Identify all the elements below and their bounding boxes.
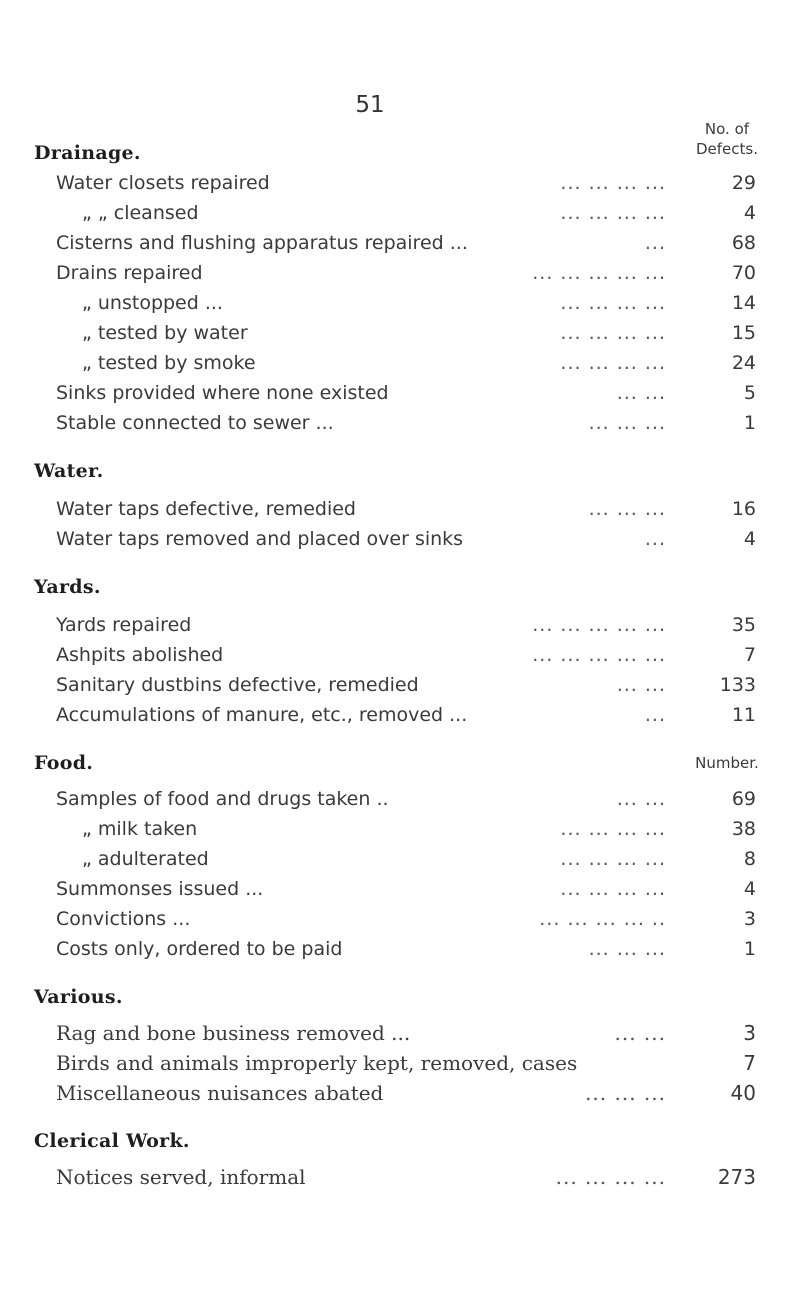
dot-leader: ... ... — [616, 788, 666, 810]
row-value: 24 — [731, 352, 756, 374]
column-heading-line-1: No. of — [704, 120, 750, 138]
dot-leader: ... ... ... ... ... — [532, 262, 666, 284]
dot-leader: ... ... — [614, 1021, 666, 1045]
table-row — [56, 934, 756, 964]
row-label: Ashpits abolished — [56, 644, 224, 666]
row-label: Accumulations of manure, etc., removed ... — [56, 704, 468, 726]
row-value: 4 — [743, 528, 756, 550]
dot-leader: ... ... ... ... — [560, 322, 666, 344]
dot-leader: ... ... ... ... — [560, 352, 666, 374]
dot-leader: ... — [644, 704, 666, 726]
table-row — [56, 814, 756, 844]
table-row — [56, 408, 756, 438]
table-row — [56, 844, 756, 874]
row-value: 1 — [743, 412, 756, 434]
section-title-drainage: Drainage. — [34, 142, 141, 164]
section-title-various: Various. — [34, 986, 123, 1008]
row-label: Stable connected to sewer ... — [56, 412, 334, 434]
row-label: Water taps defective, remedied — [56, 498, 356, 520]
row-value: 8 — [743, 848, 756, 870]
row-value: 70 — [731, 262, 756, 284]
row-label: Water closets repaired — [56, 172, 270, 194]
row-value: 7 — [743, 1051, 756, 1075]
dot-leader: ... ... ... ... — [555, 1165, 666, 1189]
dot-leader: ... ... — [616, 382, 666, 404]
dot-leader: ... ... ... — [585, 1081, 666, 1105]
dot-leader: ... ... ... ... — [560, 292, 666, 314]
row-label: Birds and animals improperly kept, removed, cases — [56, 1051, 578, 1075]
section-title-clerical-work: Clerical Work. — [34, 1130, 190, 1152]
row-value: 69 — [731, 788, 756, 810]
table-row — [56, 378, 756, 408]
row-label: „ adulterated — [82, 848, 209, 870]
row-value: 3 — [743, 1021, 756, 1045]
table-row — [56, 318, 756, 348]
row-value: 11 — [731, 704, 756, 726]
page-number: 51 — [355, 92, 385, 118]
row-value: 1 — [743, 938, 756, 960]
row-label: Drains repaired — [56, 262, 203, 284]
row-value: 7 — [743, 644, 756, 666]
table-row — [56, 610, 756, 640]
row-label: Sinks provided where none existed — [56, 382, 389, 404]
table-row — [56, 1048, 756, 1078]
row-value: 16 — [731, 498, 756, 520]
row-value: 133 — [719, 674, 756, 696]
row-label: „ tested by smoke — [82, 352, 256, 374]
row-label: Yards repaired — [56, 614, 192, 636]
dot-leader: ... ... ... ... — [560, 878, 666, 900]
table-row — [56, 700, 756, 730]
table-row — [56, 1018, 756, 1048]
table-row — [56, 168, 756, 198]
table-row — [56, 524, 756, 554]
column-heading-defects — [692, 119, 762, 159]
table-row — [56, 904, 756, 934]
table-row — [56, 258, 756, 288]
row-label: Sanitary dustbins defective, remedied — [56, 674, 419, 696]
dot-leader: ... ... ... — [588, 498, 666, 520]
row-label: Convictions ... — [56, 908, 191, 930]
dot-leader: ... ... ... ... .. — [539, 908, 666, 930]
row-label: Cisterns and flushing apparatus repaired ... — [56, 232, 468, 254]
column-heading-number: Number. — [695, 754, 759, 772]
dot-leader: ... — [644, 232, 666, 254]
row-label: Rag and bone business removed ... — [56, 1021, 411, 1045]
row-label: „ „ cleansed — [82, 202, 199, 224]
section-title-food: Food. — [34, 752, 94, 774]
dot-leader: ... ... ... — [588, 412, 666, 434]
row-value: 15 — [731, 322, 756, 344]
row-label: Notices served, informal — [56, 1165, 306, 1189]
section-title-yards: Yards. — [34, 576, 101, 598]
row-value: 5 — [743, 382, 756, 404]
table-row — [56, 1162, 756, 1192]
table-row — [56, 640, 756, 670]
row-value: 29 — [731, 172, 756, 194]
dot-leader: ... ... ... ... — [560, 848, 666, 870]
row-value: 40 — [730, 1081, 756, 1105]
row-value: 4 — [743, 878, 756, 900]
row-label: „ milk taken — [82, 818, 198, 840]
section-title-water: Water. — [34, 460, 104, 482]
row-label: „ tested by water — [82, 322, 248, 344]
row-value: 35 — [731, 614, 756, 636]
row-value: 68 — [731, 232, 756, 254]
row-label: Water taps removed and placed over sinks — [56, 528, 464, 550]
table-row — [56, 874, 756, 904]
row-value: 3 — [743, 908, 756, 930]
row-value: 38 — [731, 818, 756, 840]
table-row — [56, 228, 756, 258]
dot-leader: ... ... ... — [588, 938, 666, 960]
dot-leader: ... — [644, 528, 666, 550]
column-heading-line-2: Defects. — [696, 140, 758, 158]
row-label: „ unstopped ... — [82, 292, 223, 314]
table-row — [56, 348, 756, 378]
dot-leader: ... ... ... ... ... — [532, 644, 666, 666]
table-row — [56, 198, 756, 228]
dot-leader: ... ... ... ... — [560, 172, 666, 194]
dot-leader: ... ... ... ... — [560, 202, 666, 224]
dot-leader: ... ... ... ... — [560, 818, 666, 840]
table-row — [56, 288, 756, 318]
table-row — [56, 494, 756, 524]
row-label: Miscellaneous nuisances abated — [56, 1081, 384, 1105]
table-row — [56, 1078, 756, 1108]
row-value: 14 — [731, 292, 756, 314]
row-value: 4 — [743, 202, 756, 224]
table-row — [56, 784, 756, 814]
row-label: Samples of food and drugs taken .. — [56, 788, 389, 810]
row-label: Costs only, ordered to be paid — [56, 938, 343, 960]
table-row — [56, 670, 756, 700]
row-value: 273 — [717, 1165, 756, 1189]
dot-leader: ... ... — [616, 674, 666, 696]
row-label: Summonses issued ... — [56, 878, 264, 900]
dot-leader: ... ... ... ... ... — [532, 614, 666, 636]
